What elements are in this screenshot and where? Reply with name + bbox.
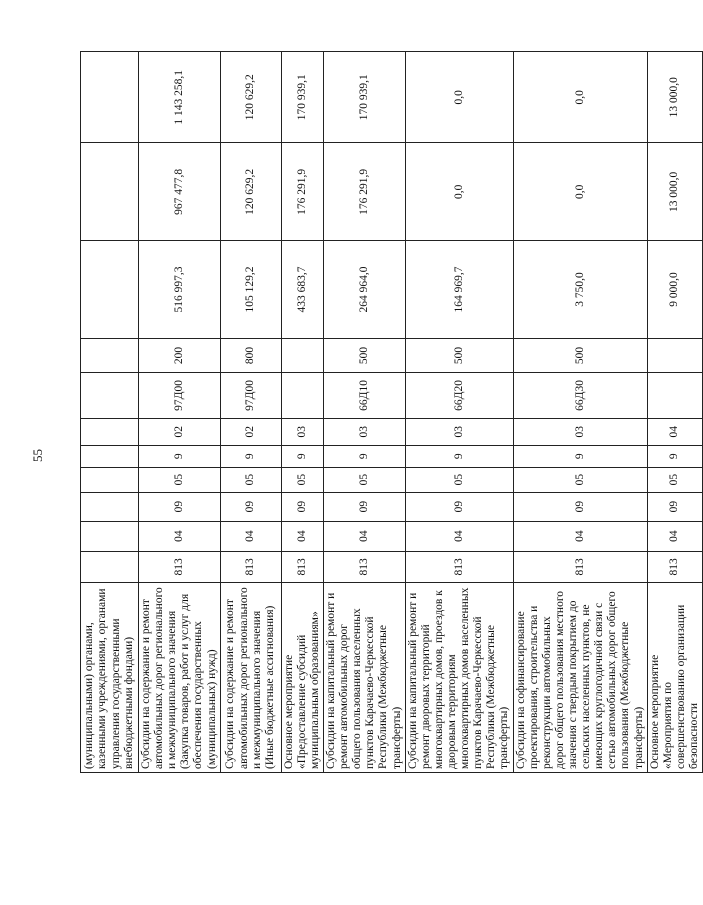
section-code-cell: 04 [139,521,221,551]
direction-code-cell: 66Д30 [513,373,647,419]
subsection-code-cell: 09 [139,492,221,521]
program-code-cell: 05 [323,467,405,492]
row-name-cell: Субсидии на софинансирование проектирования, строительства и реконструкции автомобильных дорог общего пользования местного значения с твердым покрытием до сельских населенных пунктов, не имеющих круглогодичной связи с сетью автомобильных дорог общего пользования (Межбюджетные трансферты) [513,582,647,772]
row-name-cell: Основное мероприятие «Мероприятия по совершенствованию организации безопасности [647,582,702,772]
page-number: 55 [30,449,45,462]
event-code-cell: 03 [405,418,513,445]
direction-code-cell: 97Д00 [139,373,221,419]
section-code-cell [81,521,139,551]
subprogram-code-cell: 9 [139,445,221,467]
direction-code-cell [281,373,323,419]
row-name-cell: (муниципальными) органами, казенными учреждениями, органами управления государственными внебюджетными фондами) [81,582,139,772]
section-code-cell: 04 [405,521,513,551]
direction-code-cell [647,373,702,419]
expense-type-cell [281,338,323,372]
row-name-cell: Субсидии на содержание и ремонт автомобильных дорог регионального и межмуниципального значения (Закупка товаров, работ и услуг для обеспечения государственных (муниципальных) нужд) [139,582,221,772]
row-name-cell: Субсидии на капитальный ремонт и ремонт дворовых территорий многоквартирных домов, проездов к дворовым территориям многоквартирных домов населенных пунктов Карачаево-Черкесской Республики (Межбюджетные трансферты) [405,582,513,772]
amount-year3-cell [81,52,139,144]
admin-code-cell: 813 [405,551,513,582]
event-code-cell: 03 [281,418,323,445]
amount-year2-cell: 0,0 [405,143,513,241]
amount-year2-cell: 0,0 [513,143,647,241]
subprogram-code-cell: 9 [647,445,702,467]
expense-type-cell: 800 [220,338,281,372]
expense-type-cell: 500 [513,338,647,372]
amount-year2-cell: 176 291,9 [281,143,323,241]
amount-year1-cell: 516 997,3 [139,241,221,339]
section-code-cell: 04 [281,521,323,551]
event-code-cell: 03 [323,418,405,445]
admin-code-cell: 813 [323,551,405,582]
amount-year1-cell: 105 129,2 [220,241,281,339]
subsection-code-cell: 09 [513,492,647,521]
program-code-cell [81,467,139,492]
event-code-cell [81,418,139,445]
amount-year1-cell: 164 969,7 [405,241,513,339]
admin-code-cell: 813 [513,551,647,582]
amount-year3-cell: 0,0 [513,52,647,144]
amount-year3-cell: 13 000,0 [647,52,702,144]
table-row [513,52,647,773]
table-body [81,52,703,773]
section-code-cell: 04 [220,521,281,551]
admin-code-cell: 813 [281,551,323,582]
program-code-cell: 05 [513,467,647,492]
amount-year1-cell: 9 000,0 [647,241,702,339]
amount-year3-cell: 170 939,1 [281,52,323,144]
event-code-cell: 04 [647,418,702,445]
amount-year2-cell [81,143,139,241]
expense-type-cell: 500 [405,338,513,372]
amount-year3-cell: 1 143 258,1 [139,52,221,144]
subprogram-code-cell: 9 [405,445,513,467]
amount-year1-cell: 264 964,0 [323,241,405,339]
expense-type-cell: 500 [323,338,405,372]
amount-year2-cell: 967 477,8 [139,143,221,241]
amount-year2-cell: 13 000,0 [647,143,702,241]
event-code-cell: 02 [220,418,281,445]
program-code-cell: 05 [220,467,281,492]
subsection-code-cell [81,492,139,521]
table-row [220,52,281,773]
table-row [647,52,702,773]
direction-code-cell: 97Д00 [220,373,281,419]
section-code-cell: 04 [647,521,702,551]
section-code-cell: 04 [513,521,647,551]
budget-table [80,51,703,773]
program-code-cell: 05 [405,467,513,492]
admin-code-cell: 813 [220,551,281,582]
amount-year1-cell [81,241,139,339]
subsection-code-cell: 09 [220,492,281,521]
row-name-cell: Основное мероприятие «Предоставление субсидий муниципальным образованиям» [281,582,323,772]
table-row [139,52,221,773]
table-row [281,52,323,773]
rotated-page-content [80,51,700,773]
amount-year2-cell: 120 629,2 [220,143,281,241]
subprogram-code-cell [81,445,139,467]
subsection-code-cell: 09 [647,492,702,521]
expense-type-cell: 200 [139,338,221,372]
admin-code-cell: 813 [139,551,221,582]
section-code-cell: 04 [323,521,405,551]
expense-type-cell [81,338,139,372]
amount-year3-cell: 0,0 [405,52,513,144]
amount-year1-cell: 433 683,7 [281,241,323,339]
amount-year1-cell: 3 750,0 [513,241,647,339]
amount-year3-cell: 120 629,2 [220,52,281,144]
row-name-cell: Субсидии на капитальный ремонт и ремонт автомобильных дорог общего пользования населенных пунктов Карачаево-Черкесской Республики (Межбюджетные трансферты) [323,582,405,772]
subsection-code-cell: 09 [323,492,405,521]
program-code-cell: 05 [647,467,702,492]
table-row [323,52,405,773]
subprogram-code-cell: 9 [323,445,405,467]
program-code-cell: 05 [281,467,323,492]
direction-code-cell: 66Д10 [323,373,405,419]
expense-type-cell [647,338,702,372]
row-name-cell: Субсидии на содержание и ремонт автомобильных дорог регионального и межмуниципального значения (Иные бюджетные ассигнования) [220,582,281,772]
event-code-cell: 02 [139,418,221,445]
table-row [81,52,139,773]
direction-code-cell: 66Д20 [405,373,513,419]
amount-year3-cell: 170 939,1 [323,52,405,144]
subprogram-code-cell: 9 [513,445,647,467]
subprogram-code-cell: 9 [220,445,281,467]
amount-year2-cell: 176 291,9 [323,143,405,241]
subsection-code-cell: 09 [405,492,513,521]
subprogram-code-cell: 9 [281,445,323,467]
subsection-code-cell: 09 [281,492,323,521]
program-code-cell: 05 [139,467,221,492]
admin-code-cell: 813 [647,551,702,582]
admin-code-cell [81,551,139,582]
event-code-cell: 03 [513,418,647,445]
table-row [405,52,513,773]
direction-code-cell [81,373,139,419]
